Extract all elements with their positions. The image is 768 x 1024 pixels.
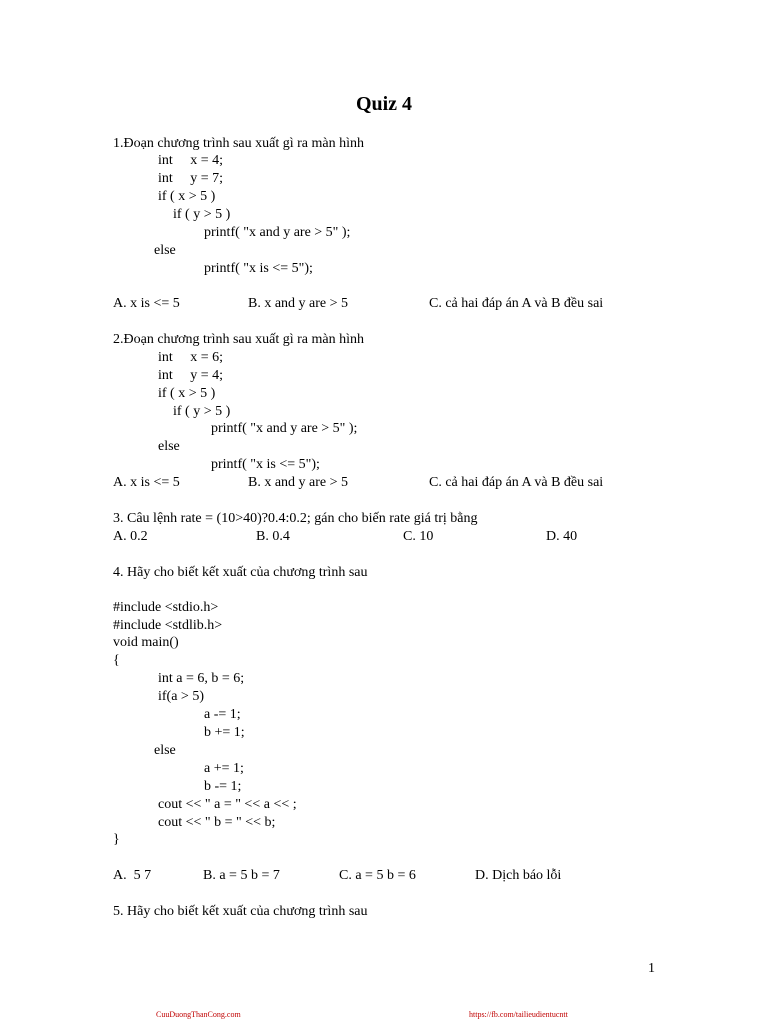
answer-option-c: C. cả hai đáp án A và B đều sai xyxy=(429,475,604,490)
footer-fb-link[interactable]: https://fb.com/tailieudientucntt xyxy=(469,1010,568,1019)
code-line: int y = 7; xyxy=(158,171,224,186)
code-line: printf( "x is <= 5"); xyxy=(204,261,313,276)
code-line: b -= 1; xyxy=(204,779,242,794)
code-line: int x = 4; xyxy=(158,153,224,168)
answer-option-c: C. 10 xyxy=(403,529,434,544)
answer-option-c: C. cả hai đáp án A và B đều sai xyxy=(429,296,604,311)
question-5-text: 5. Hãy cho biết kết xuất của chương trình sau xyxy=(113,904,368,919)
code-line: if ( x > 5 ) xyxy=(158,386,216,401)
code-line: b += 1; xyxy=(204,725,245,740)
answer-option-b: B. 0.4 xyxy=(256,529,290,544)
answer-option-a: A. x is <= 5 xyxy=(113,475,180,490)
question-4-text: 4. Hãy cho biết kết xuất của chương trình sau xyxy=(113,565,368,580)
code-line: if(a > 5) xyxy=(158,689,204,704)
code-line: if ( x > 5 ) xyxy=(158,189,216,204)
answer-option-d: D. Dịch báo lỗi xyxy=(475,868,562,883)
answer-option-b: B. x and y are > 5 xyxy=(248,296,349,311)
answer-option-a: A. 5 7 xyxy=(113,868,152,883)
code-line: cout << " a = " << a << ; xyxy=(158,797,297,812)
code-line: int y = 4; xyxy=(158,368,224,383)
answer-option-b: B. x and y are > 5 xyxy=(248,475,349,490)
answer-option-b: B. a = 5 b = 7 xyxy=(203,868,280,883)
code-line: if ( y > 5 ) xyxy=(173,207,231,222)
code-line: a -= 1; xyxy=(204,707,241,722)
code-line: #include <stdlib.h> xyxy=(113,618,223,633)
page-title: Quiz 4 xyxy=(355,93,413,115)
code-line: void main() xyxy=(113,635,179,650)
code-line: { xyxy=(113,653,120,668)
code-line: a += 1; xyxy=(204,761,244,776)
code-line: else xyxy=(158,439,180,454)
code-line: int a = 6, b = 6; xyxy=(158,671,245,686)
code-line: int x = 6; xyxy=(158,350,224,365)
code-line: #include <stdio.h> xyxy=(113,600,219,615)
answer-option-d: D. 40 xyxy=(546,529,578,544)
code-line: if ( y > 5 ) xyxy=(173,404,231,419)
code-line: cout << " b = " << b; xyxy=(158,815,276,830)
page-number: 1 xyxy=(648,961,655,976)
answer-option-c: C. a = 5 b = 6 xyxy=(339,868,416,883)
code-line: printf( "x is <= 5"); xyxy=(211,457,320,472)
code-line: } xyxy=(113,832,120,847)
code-line: else xyxy=(154,243,176,258)
code-line: printf( "x and y are > 5" ); xyxy=(211,421,358,436)
answer-option-a: A. 0.2 xyxy=(113,529,148,544)
answer-option-a: A. x is <= 5 xyxy=(113,296,180,311)
question-2-text: 2.Đoạn chương trình sau xuất gì ra màn hình xyxy=(113,332,364,347)
question-3-text: 3. Câu lệnh rate = (10>40)?0.4:0.2; gán cho biến rate giá trị bằng xyxy=(113,511,478,526)
question-1-text: 1.Đoạn chương trình sau xuất gì ra màn hình xyxy=(113,136,364,151)
code-line: printf( "x and y are > 5" ); xyxy=(204,225,351,240)
footer-site-link[interactable]: CuuDuongThanCong.com xyxy=(156,1010,241,1019)
code-line: else xyxy=(154,743,176,758)
